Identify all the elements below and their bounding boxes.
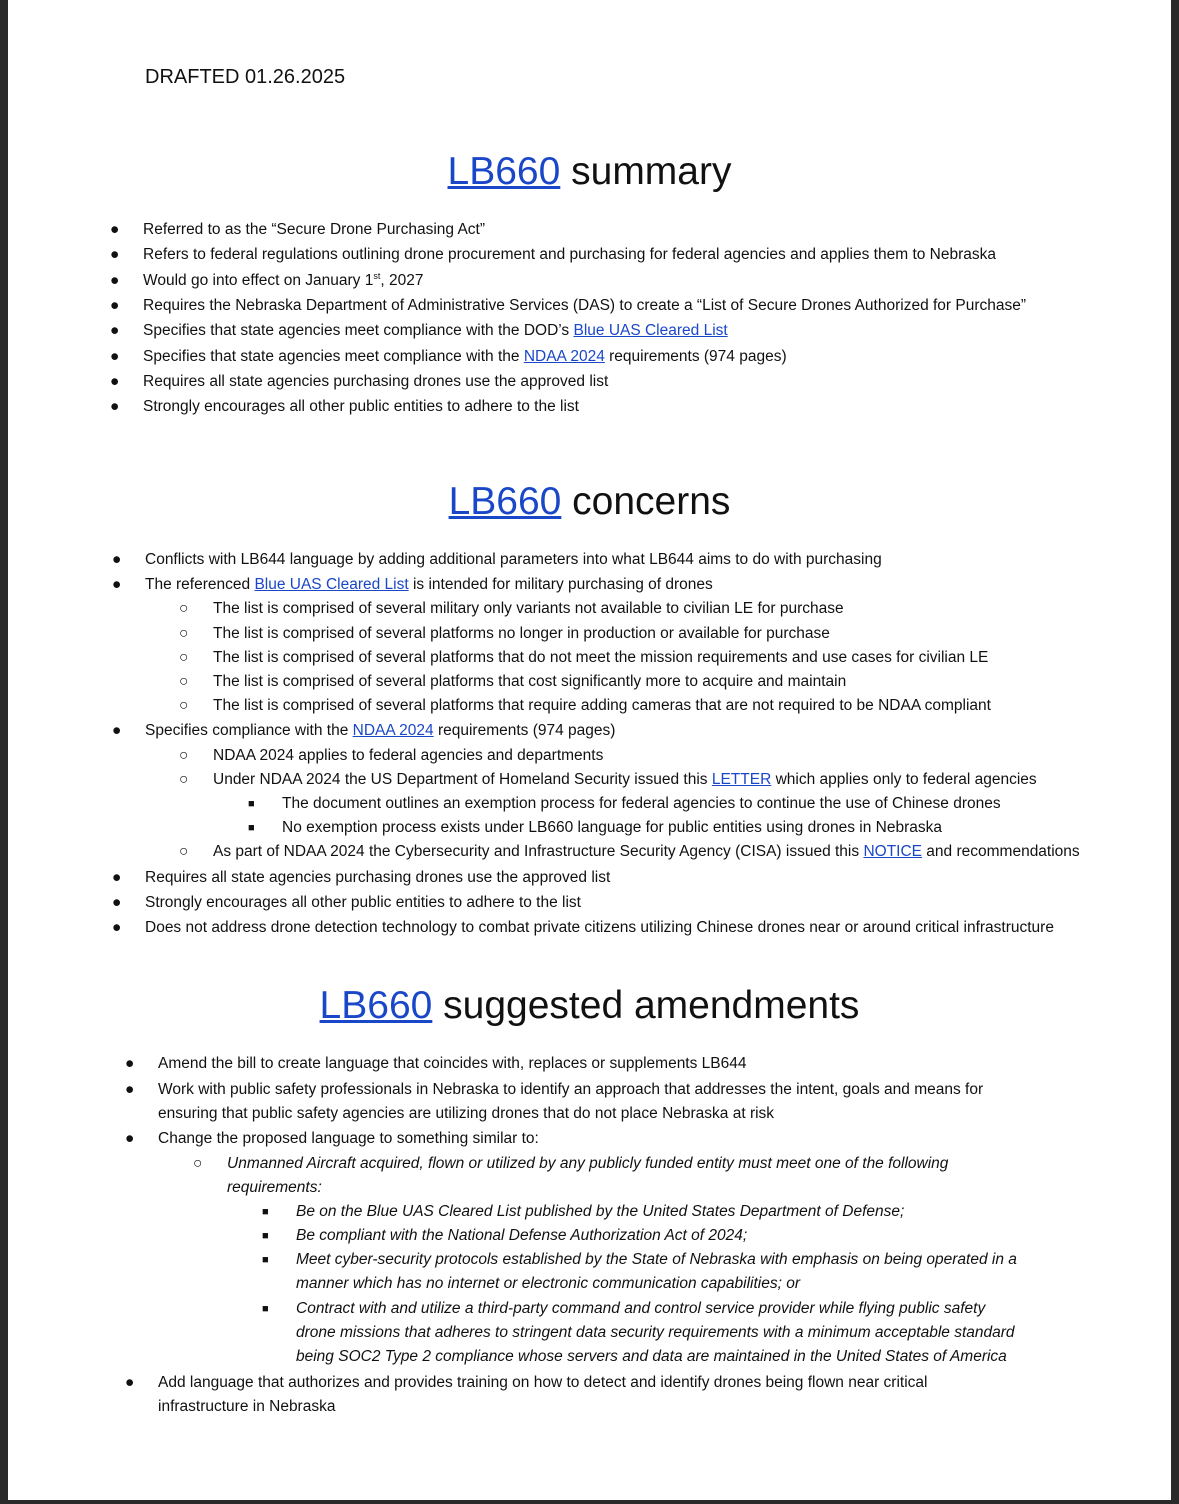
drafted-date: DRAFTED 01.26.2025 <box>145 66 346 88</box>
concerns-subitem: The list is comprised of several platforms that do not meet the mission requirements and use cases for civilian LE <box>213 649 989 666</box>
bullet-icon: ● <box>112 869 122 886</box>
concerns-subitem: The list is comprised of several military only variants not available to civilian LE for purchase <box>213 600 844 617</box>
summary-item: Refers to federal regulations outlining drone procurement and purchasing for federal agencies and applies them to Nebraska <box>143 246 997 263</box>
concerns-item: Requires all state agencies purchasing drones use the approved list <box>145 869 611 886</box>
concerns-item: Strongly encourages all other public entities to adhere to the list <box>145 894 581 911</box>
blue-uas-link[interactable]: Blue UAS Cleared List <box>573 322 728 339</box>
concerns-lb660-link[interactable]: LB660 <box>448 480 562 523</box>
amendments-item: Add language that authorizes and provides training on how to detect and identify drones being flown near critical <box>158 1374 928 1391</box>
bullet-icon: ● <box>125 1374 135 1391</box>
bullet-icon: ● <box>112 551 122 568</box>
amendments-item: Change the proposed language to something similar to: <box>158 1130 539 1147</box>
page-frame-left <box>0 0 8 1504</box>
circle-bullet-icon: ○ <box>193 1155 203 1172</box>
square-bullet-icon: ■ <box>262 1230 269 1242</box>
bullet-icon: ● <box>110 297 120 314</box>
square-bullet-icon: ■ <box>262 1303 269 1315</box>
bullet-icon: ● <box>112 722 122 739</box>
amendments-item-continued: ensuring that public safety agencies are utilizing drones that do not place Nebraska at risk <box>158 1105 775 1122</box>
bullet-icon: ● <box>112 919 122 936</box>
bullet-icon: ● <box>110 246 120 263</box>
amendments-item-continued: infrastructure in Nebraska <box>158 1398 336 1415</box>
page-frame-bottom <box>0 1500 1179 1504</box>
circle-bullet-icon: ○ <box>179 600 189 617</box>
circle-bullet-icon: ○ <box>179 843 189 860</box>
amendments-requirement: Contract with and utilize a third-party command and control service provider while flying public safety <box>296 1300 986 1317</box>
ndaa-2024-link[interactable]: NDAA 2024 <box>352 722 434 739</box>
summary-item: Specifies that state agencies meet compliance with the NDAA 2024 requirements (974 pages) <box>143 348 787 365</box>
bullet-icon: ● <box>125 1055 135 1072</box>
concerns-item: Specifies compliance with the NDAA 2024 requirements (974 pages) <box>145 722 616 739</box>
bullet-icon: ● <box>112 576 122 593</box>
bullet-icon: ● <box>110 322 120 339</box>
circle-bullet-icon: ○ <box>179 649 189 666</box>
circle-bullet-icon: ○ <box>179 625 189 642</box>
square-bullet-icon: ■ <box>262 1254 269 1266</box>
concerns-subitem: NDAA 2024 applies to federal agencies and departments <box>213 747 604 764</box>
summary-item: Requires the Nebraska Department of Administrative Services (DAS) to create a “List of Secure Drones Authorized for Purchase” <box>143 297 1027 314</box>
concerns-item: Conflicts with LB644 language by adding additional parameters into what LB644 aims to do with purchasing <box>145 551 882 568</box>
amendments-heading: LB660 suggested amendments <box>319 984 860 1027</box>
concerns-subitem: The list is comprised of several platforms no longer in production or available for purchase <box>213 625 830 642</box>
amendments-item: Amend the bill to create language that coincides with, replaces or supplements LB644 <box>158 1055 747 1072</box>
concerns-item: The referenced Blue UAS Cleared List is intended for military purchasing of drones <box>145 576 713 593</box>
letter-link[interactable]: LETTER <box>711 771 772 788</box>
concerns-subsubitem: The document outlines an exemption process for federal agencies to continue the use of Chinese drones <box>282 795 1001 812</box>
amendments-subitem: Unmanned Aircraft acquired, flown or utilized by any publicly funded entity must meet one of the following <box>227 1155 949 1172</box>
bullet-icon: ● <box>110 373 120 390</box>
bullet-icon: ● <box>110 221 120 238</box>
blue-uas-link[interactable]: Blue UAS Cleared List <box>254 576 409 593</box>
summary-item: Requires all state agencies purchasing drones use the approved list <box>143 373 609 390</box>
summary-item: Specifies that state agencies meet compliance with the DOD’s Blue UAS Cleared List <box>143 322 728 339</box>
bullet-icon: ● <box>110 398 120 415</box>
concerns-subitem: The list is comprised of several platforms that require adding cameras that are not required to be NDAA compliant <box>213 697 991 714</box>
bullet-icon: ● <box>125 1130 135 1147</box>
amendments-requirement-continued: manner which has no internet or electronic communication capabilities; or <box>296 1275 800 1292</box>
concerns-heading: LB660 concerns <box>448 480 731 523</box>
circle-bullet-icon: ○ <box>179 747 189 764</box>
concerns-subsubitem: No exemption process exists under LB660 language for public entities using drones in Nebraska <box>282 819 942 836</box>
square-bullet-icon: ■ <box>248 822 255 834</box>
summary-heading: LB660 summary <box>447 150 732 193</box>
page-frame-right <box>1171 0 1179 1504</box>
amendments-requirement-continued: being SOC2 Type 2 compliance whose servers and data are maintained in the United States of America <box>296 1348 1007 1365</box>
ndaa-2024-link[interactable]: NDAA 2024 <box>523 348 605 365</box>
amendments-item: Work with public safety professionals in Nebraska to identify an approach that addresses the intent, goals and means for <box>158 1081 984 1098</box>
summary-item: Strongly encourages all other public entities to adhere to the list <box>143 398 579 415</box>
bullet-icon: ● <box>110 272 120 289</box>
notice-link[interactable]: NOTICE <box>863 843 922 860</box>
summary-lb660-link[interactable]: LB660 <box>447 150 561 193</box>
circle-bullet-icon: ○ <box>179 697 189 714</box>
amendments-requirement: Meet cyber-security protocols established by the State of Nebraska with emphasis on being operated in a <box>296 1251 1017 1268</box>
square-bullet-icon: ■ <box>248 798 255 810</box>
amendments-requirement: Be compliant with the National Defense Authorization Act of 2024; <box>296 1227 748 1244</box>
circle-bullet-icon: ○ <box>179 673 189 690</box>
summary-item: Referred to as the “Secure Drone Purchasing Act” <box>143 221 486 238</box>
amendments-requirement: Be on the Blue UAS Cleared List published by the United States Department of Defense; <box>296 1203 905 1220</box>
concerns-subitem: Under NDAA 2024 the US Department of Homeland Security issued this LETTER which applies only to federal agencies <box>213 771 1037 788</box>
amendments-requirement-continued: drone missions that adheres to stringent data security requirements with a minimum acceptable standard <box>296 1324 1015 1341</box>
concerns-item: Does not address drone detection technology to combat private citizens utilizing Chinese drones near or around critical infrastructure <box>145 919 1054 936</box>
bullet-icon: ● <box>125 1081 135 1098</box>
amendments-subitem-continued: requirements: <box>227 1179 322 1196</box>
bullet-icon: ● <box>112 894 122 911</box>
circle-bullet-icon: ○ <box>179 771 189 788</box>
concerns-subitem: The list is comprised of several platforms that cost significantly more to acquire and maintain <box>213 673 847 690</box>
amendments-lb660-link[interactable]: LB660 <box>319 984 433 1027</box>
square-bullet-icon: ■ <box>262 1206 269 1218</box>
concerns-subitem: As part of NDAA 2024 the Cybersecurity and Infrastructure Security Agency (CISA) issued this NOTICE and recommendations <box>213 843 1080 860</box>
bullet-icon: ● <box>110 348 120 365</box>
summary-item: Would go into effect on January 1st, 2027 <box>143 270 424 289</box>
